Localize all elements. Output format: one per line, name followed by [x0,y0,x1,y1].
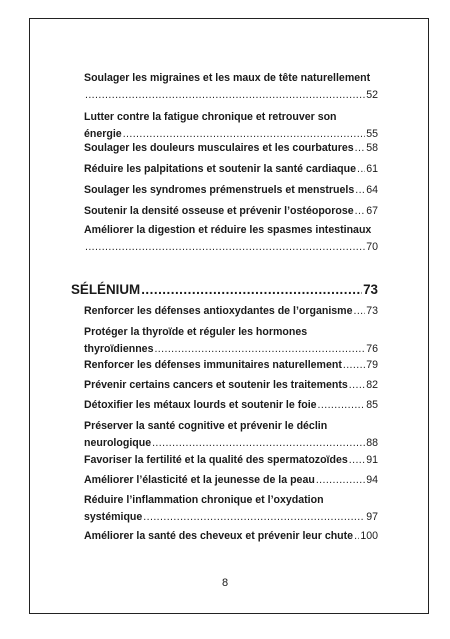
toc-entry-title: Détoxifier les métaux lourds et soutenir le foie [84,399,317,411]
toc-entry-page: 55 [366,128,378,140]
toc-entry-page: 94 [366,474,378,486]
toc-entry-title: Lutter contre la fatigue chronique et retrouver son [84,111,337,123]
toc-entry-page: 52 [366,89,378,101]
toc-entry[interactable] [84,377,378,394]
toc-entry[interactable] [84,203,378,220]
toc-entry-title: Protéger la thyroïde et réguler les hormones [84,326,308,338]
toc-entry[interactable] [84,472,378,489]
toc-entry-title: Préserver la santé cognitive et prévenir le déclin [84,420,328,432]
toc-entry[interactable] [84,70,378,104]
toc-entry-title: Favoriser la fertilité et la qualité des spermatozoïdes [84,454,348,466]
toc-entry-page: 76 [366,343,378,355]
toc-entry[interactable] [84,397,378,414]
toc-entry-title: Réduire l’inflammation chronique et l’oxydation [84,494,324,506]
toc-entry-page: 67 [366,205,378,217]
toc-entry[interactable] [84,140,378,157]
toc-entry[interactable] [84,357,378,374]
toc-entry[interactable] [84,161,378,178]
toc-entry[interactable] [84,303,378,320]
section-page: 73 [363,282,378,297]
toc-entry-page: 88 [366,437,378,449]
toc-entry[interactable] [84,452,378,469]
toc-entry-title: Soulager les douleurs musculaires et les courbatures [84,142,354,154]
toc-entry-title: Améliorer la santé des cheveux et prévenir leur chute [84,530,354,542]
toc-entry-title: Améliorer la digestion et réduire les spasmes intestinaux [84,224,372,236]
toc-entry-page: 97 [366,511,378,523]
toc-entry-title-cont: énergie [84,128,122,140]
toc-entry-title-cont: systémique [84,511,143,523]
toc-entry-page: 91 [366,454,378,466]
toc-entry-page: 73 [366,305,378,317]
toc-entry-page: 79 [366,359,378,371]
toc-entry-page: 61 [366,163,378,175]
toc-entry-title: Renforcer les défenses antioxydantes de l’organisme [84,305,353,317]
toc-entry-title: Soulager les migraines et les maux de tête naturellement [84,72,371,84]
toc-entry-page: 85 [366,399,378,411]
toc-entry-page: 82 [366,379,378,391]
toc-entry[interactable] [84,324,378,358]
toc-entry-title: Soulager les syndromes prémenstruels et menstruels [84,184,355,196]
toc-entry-title-cont: thyroïdiennes [84,343,154,355]
toc-entry-title: Prévenir certains cancers et soutenir les traitements [84,379,348,391]
page-number: 8 [221,577,229,589]
toc-entry-title: Réduire les palpitations et soutenir la santé cardiaque [84,163,356,175]
toc-entry[interactable] [84,528,378,545]
toc-entry-title: Améliorer l’élasticité et la jeunesse de la peau [84,474,315,486]
toc-entry-page: 58 [366,142,378,154]
section-title: SÉLÉNIUM [71,282,141,297]
toc-entry-title: Soutenir la densité osseuse et prévenir l’ostéoporose [84,205,354,217]
toc-entry[interactable] [84,109,378,143]
toc-entry-page: 100 [360,530,378,542]
toc-entry-page: 64 [366,184,378,196]
toc-entry-title-cont: neurologique [84,437,152,449]
toc-entry-title: Renforcer les défenses immunitaires naturellement [84,359,342,371]
toc-entry-page: 70 [366,241,378,253]
toc-entry[interactable] [84,492,378,526]
toc-entry[interactable] [84,418,378,452]
toc-entry[interactable] [84,182,378,199]
toc-section-heading[interactable] [71,282,378,302]
toc-entry[interactable] [84,222,378,256]
